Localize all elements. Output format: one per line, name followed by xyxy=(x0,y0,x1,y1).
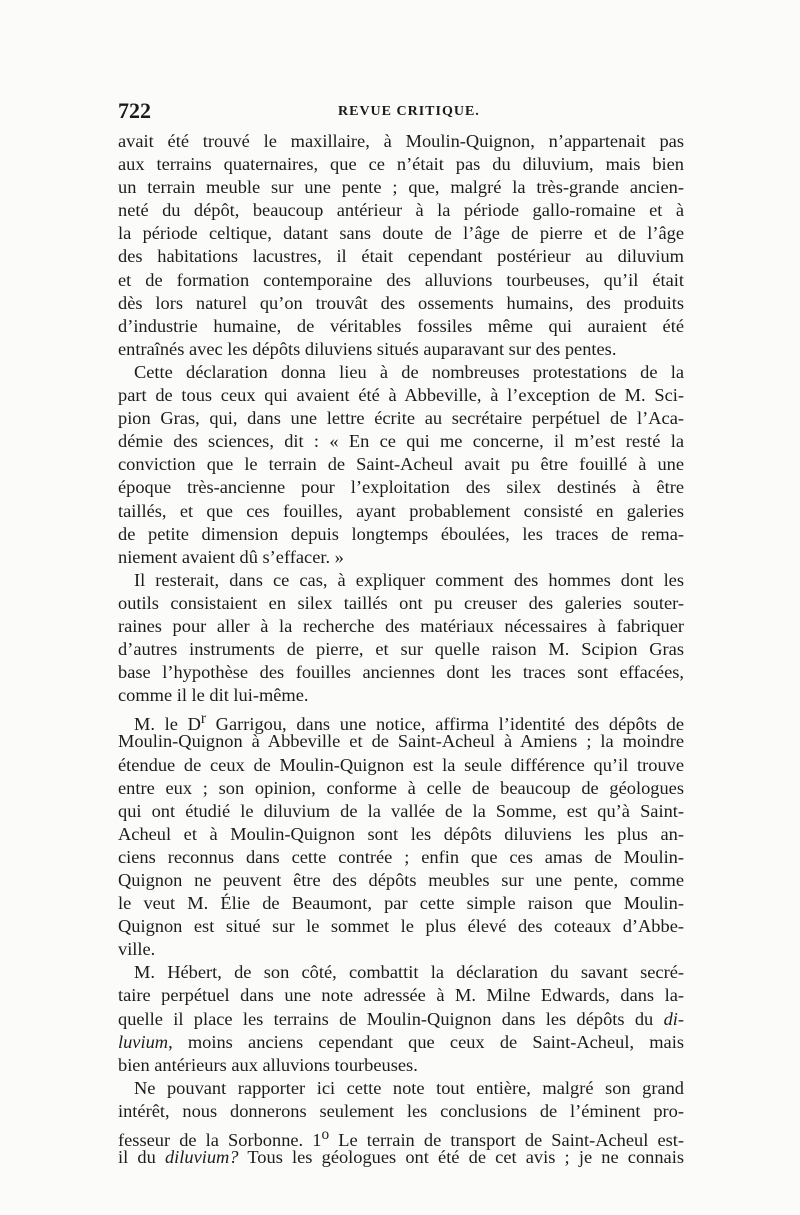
text-line: étendue de ceux de Moulin-Quignon est la seule différence qu’il trouve xyxy=(118,754,684,775)
text-line: bien antérieurs aux alluvions tourbeuses. xyxy=(118,1054,418,1075)
text-line: Cette déclaration donna lieu à de nombreuses protestations de la xyxy=(134,361,684,382)
text-line: taillés, et que ces fouilles, ayant probablement consisté en galeries xyxy=(118,500,684,521)
text-line: raines pour aller à la recherche des matériaux nécessaires à fabriquer xyxy=(118,615,684,636)
text-line: ville. xyxy=(118,939,156,960)
text-line: Quignon ne peuvent être des dépôts meubles sur une pente, comme xyxy=(118,870,684,890)
text-line: Acheul et à Moulin-Quignon sont les dépôts diluviens les plus an- xyxy=(118,823,684,844)
text-line: conviction que le terrain de Saint-Acheul avait pu être fouillé à une xyxy=(118,454,684,475)
text-line: quelle il place les terrains de Moulin-Quignon dans les dépôts du di- xyxy=(118,1008,684,1029)
text-line: pion Gras, qui, dans une lettre écrite au secrétaire perpétuel de l’Aca- xyxy=(118,408,684,429)
text-line: aux terrains quaternaires, que ce n’était pas du diluvium, mais bien xyxy=(118,154,684,175)
text-line: entre eux ; son opinion, conforme à celle de beaucoup de géologues xyxy=(118,777,684,798)
text-line: Ne pouvant rapporter ici cette note tout entière, malgré son grand xyxy=(134,1077,684,1098)
running-title: REVUE CRITIQUE. xyxy=(338,104,480,119)
text-line: la période celtique, datant sans doute de l’âge de pierre et de l’âge xyxy=(118,223,684,244)
text-line: entraînés avec les dépôts diluviens situés auparavant sur des pentes. xyxy=(118,338,617,359)
text-line: base l’hypothèse des fouilles anciennes dont les traces sont effacées, xyxy=(118,662,684,683)
text-line: des habitations lacustres, il était cependant postérieur au diluvium xyxy=(118,246,684,267)
text-line: qui ont étudié le diluvium de la vallée de la Somme, est qu’à Saint- xyxy=(118,800,684,821)
text-line: époque très-ancienne pour l’exploitation des silex destinés à être xyxy=(118,477,684,498)
text-line: neté du dépôt, beaucoup antérieur à la période gallo-romaine et à xyxy=(118,200,684,221)
text-line: Il resterait, dans ce cas, à expliquer comment des hommes dont les xyxy=(134,569,684,590)
text-line: M. Hébert, de son côté, combattit la déclaration du savant secré- xyxy=(134,962,684,983)
text-line: avait été trouvé le maxillaire, à Moulin-Quignon, n’appartenait pas xyxy=(118,131,684,151)
text-line: comme il le dit lui-même. xyxy=(118,685,309,706)
text-line: de petite dimension depuis longtemps éboulées, les traces de rema- xyxy=(118,523,684,544)
text-line: taire perpétuel dans une note adressée à M. Milne Edwards, dans la- xyxy=(118,985,684,1006)
text-line: ciens reconnus dans cette contrée ; enfin que ces amas de Moulin- xyxy=(118,846,684,867)
text-line: d’industrie humaine, de véritables fossiles même qui auraient été xyxy=(118,315,684,336)
text-line: intérêt, nous donnerons seulement les conclusions de l’éminent pro- xyxy=(118,1100,684,1121)
text-line: d’autres instruments de pierre, et sur quelle raison M. Scipion Gras xyxy=(118,639,684,660)
text-line: le veut M. Élie de Beaumont, par cette simple raison que Moulin- xyxy=(118,893,684,914)
text-line: démie des sciences, dit : « En ce qui me concerne, il m’est resté la xyxy=(118,431,684,452)
page-header xyxy=(118,98,684,126)
text-line: M. le $D^r$ Garrigou, dans une notice, affirma l’identité des dépôts de xyxy=(134,710,684,735)
text-line: niement avaient dû s’effacer. » xyxy=(118,546,344,567)
text-line: Quignon est situé sur le sommet le plus élevé des coteaux d’Abbe- xyxy=(118,916,684,937)
text-line: il du diluvium? Tous les géologues ont été de cet avis ; je ne connais xyxy=(118,1147,684,1168)
text-line: part de tous ceux qui avaient été à Abbeville, à l’exception de M. Sci- xyxy=(118,385,684,406)
body-text xyxy=(118,130,684,1169)
text-line: fesseur de la Sorbonne. 1$^o$ Le terrain de transport de Saint-Acheul est- xyxy=(118,1126,685,1151)
text-line: Moulin-Quignon à Abbeville et de Saint-Acheul à Amiens ; la moindre xyxy=(118,731,684,752)
text-line: et de formation contemporaine des alluvions tourbeuses, qu’il était xyxy=(118,269,684,290)
text-line: dès lors naturel qu’on trouvât des ossements humains, des produits xyxy=(118,292,684,313)
text-line: outils consistaient en silex taillés ont pu creuser des galeries souter- xyxy=(118,592,684,613)
text-line: luvium, moins anciens cependant que ceux de Saint-Acheul, mais xyxy=(118,1031,684,1052)
text-line: un terrain meuble sur une pente ; que, malgré la très-grande ancien- xyxy=(118,177,684,198)
page-number: 722 xyxy=(118,98,151,123)
